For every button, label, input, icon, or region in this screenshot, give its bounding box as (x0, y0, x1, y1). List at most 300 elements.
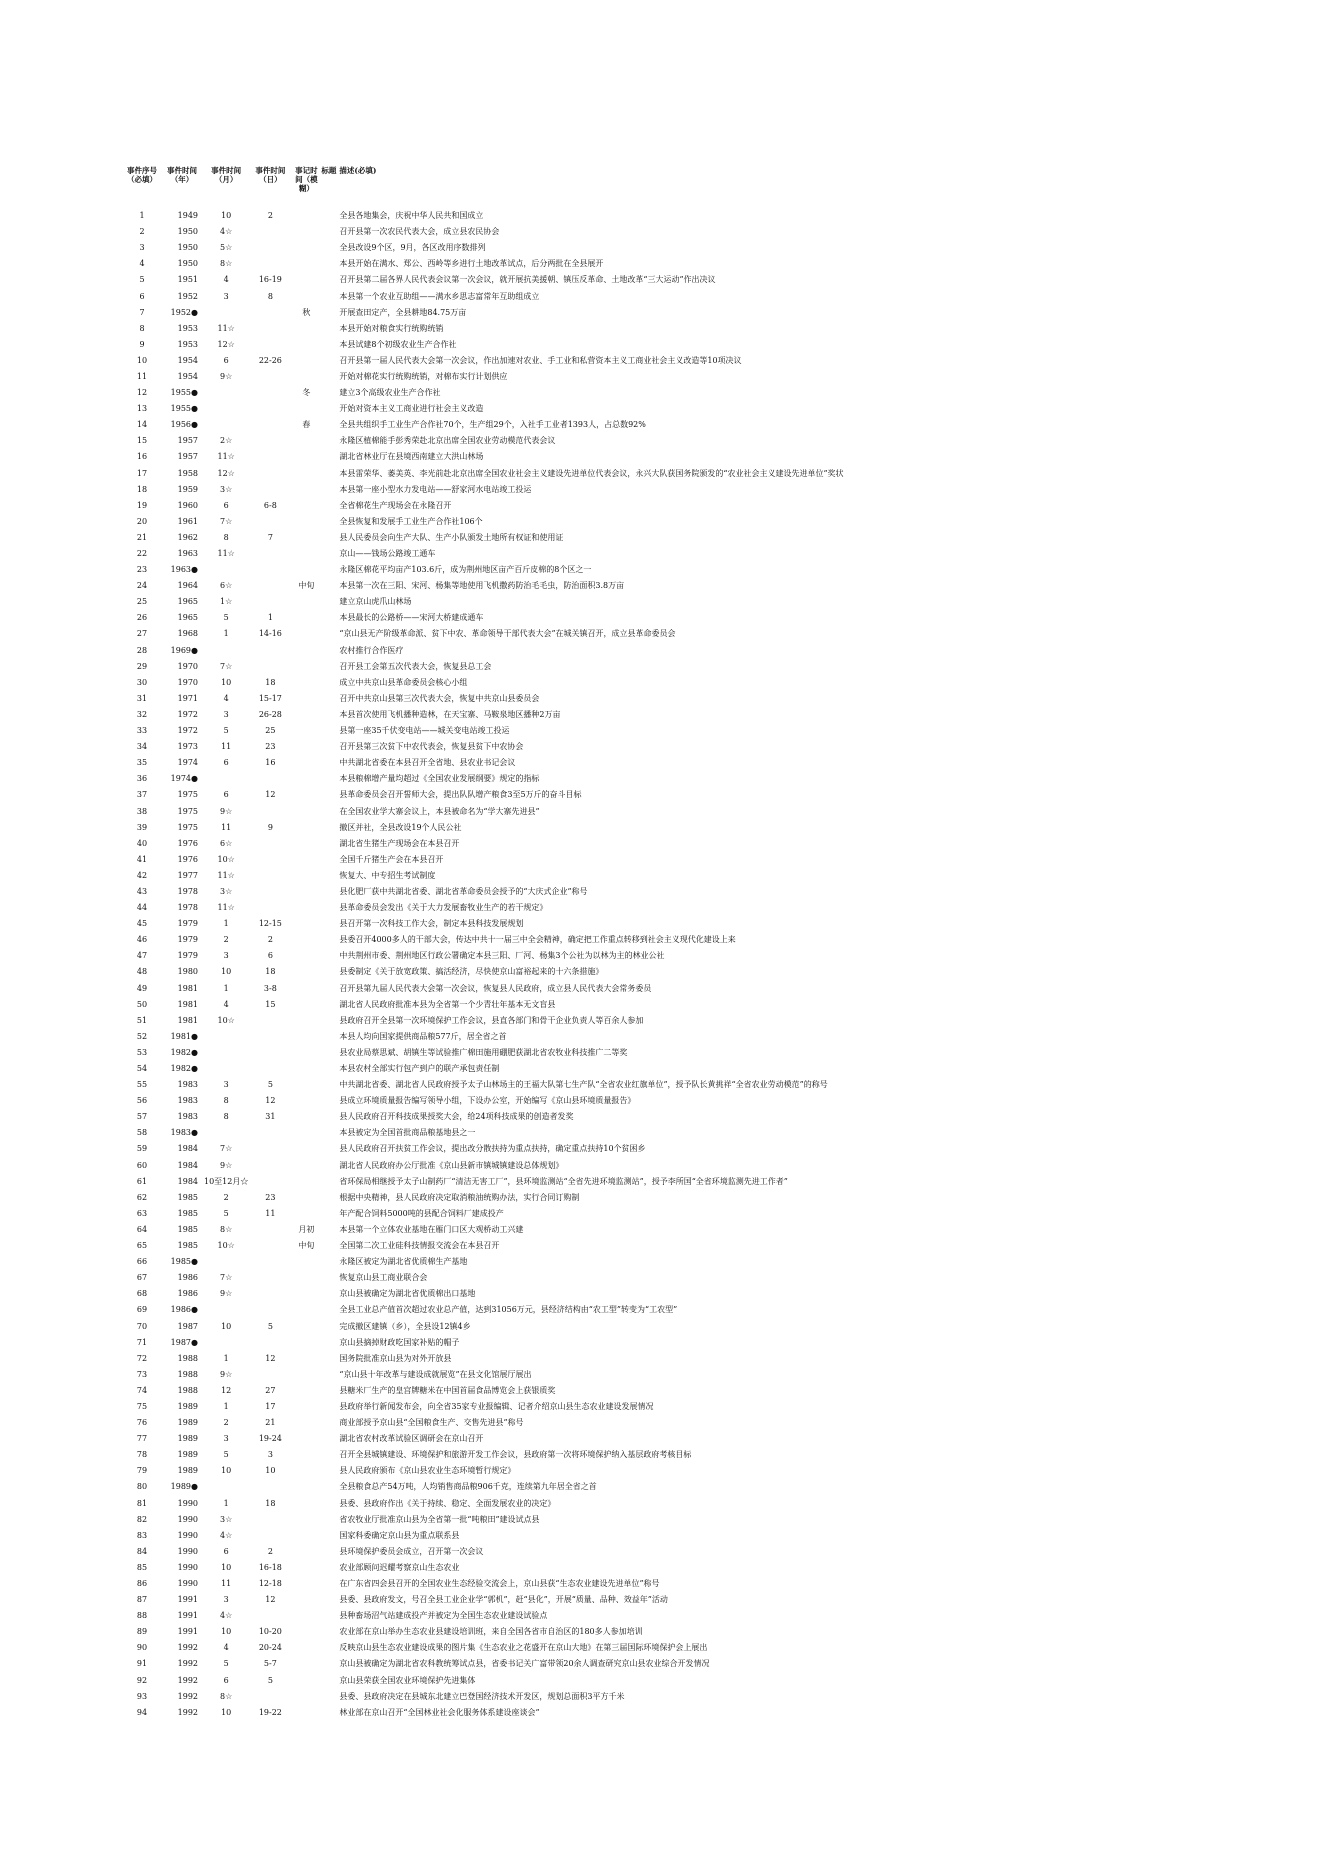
cell-year: 1989 (177, 1418, 198, 1428)
cell-day (248, 771, 292, 787)
cell-day (248, 1125, 292, 1141)
cell-month: 7☆ (220, 1273, 233, 1283)
cell-day: 17 (265, 1401, 276, 1411)
cell-seq: 59 (136, 1144, 148, 1154)
cell-seq: 12 (136, 388, 148, 398)
cell-desc: 开始对资本主义工商业进行社会主义改造 (339, 404, 484, 414)
cell-year: 1985 (177, 1224, 198, 1234)
cell-desc: 湖北省林业厅在县境西南建立大洪山林场 (339, 452, 484, 462)
cell-title (320, 787, 337, 803)
cell-seq: 51 (136, 1015, 148, 1025)
cell-title (320, 1238, 337, 1254)
cell-seq: 58 (136, 1128, 148, 1138)
cell-day: 15 (265, 999, 276, 1009)
cell-title (320, 1093, 337, 1109)
cell-day: 23 (265, 1192, 276, 1202)
cell-month: 3☆ (220, 484, 233, 494)
cell-year: 1957 (177, 452, 198, 462)
cell-desc: 全县各地集会，庆祝中华人民共和国成立 (339, 211, 484, 221)
cell-desc: 农业部顾问迟耀考察京山生态农业 (339, 1562, 460, 1572)
cell-desc: 县第一座35千伏变电站——城关变电站竣工投运 (339, 726, 510, 736)
cell-desc: 县政府召开全县第一次环境保护工作会议，县直各部门和骨干企业负责人等百余人参加 (339, 1015, 644, 1025)
cell-seq: 72 (136, 1353, 148, 1363)
cell-day: 12 (265, 1595, 276, 1605)
cell-title (320, 610, 337, 626)
cell-desc: 县人民政府召开扶贫工作会议，提出改分散扶持为重点扶持，确定重点扶持10个贫困乡 (339, 1144, 646, 1154)
cell-day (248, 1335, 292, 1351)
cell-month: 1☆ (220, 597, 233, 607)
table-row (124, 417, 1317, 433)
cell-day (248, 1013, 292, 1029)
cell-month (204, 305, 248, 321)
cell-year: 1989 (177, 1401, 198, 1411)
cell-day (248, 337, 292, 353)
table-row (124, 659, 1317, 675)
cell-desc: 永隆区棉花平均亩产103.6斤，成为荆州地区亩产百斤皮棉的8个区之一 (339, 565, 592, 575)
cell-title (320, 1190, 337, 1206)
cell-day: 5-7 (263, 1659, 277, 1669)
cell-title (320, 1705, 337, 1721)
cell-extra (292, 626, 320, 642)
cell-title (320, 1415, 337, 1431)
cell-title (320, 514, 337, 530)
table-row (124, 820, 1317, 836)
cell-desc: 本县开始在满水、郑公、西岭等乡进行土地改革试点，后分两批在全县展开 (339, 259, 604, 269)
cell-month: 1 (223, 983, 229, 993)
cell-day: 15-17 (258, 693, 282, 703)
cell-year: 1990 (177, 1562, 198, 1572)
cell-day: 22-26 (258, 355, 282, 365)
cell-day (248, 562, 292, 578)
cell-title (320, 981, 337, 997)
table-row (124, 1415, 1317, 1431)
cell-title (320, 240, 337, 256)
cell-extra: 中旬 (298, 1241, 315, 1251)
cell-desc: 县糖米厂生产的皇宫牌糖米在中国首届食品博览会上获银质奖 (339, 1385, 556, 1395)
cell-year: 1976 (177, 854, 198, 864)
cell-day (248, 1174, 292, 1190)
cell-month: 6 (223, 758, 229, 768)
cell-title (320, 288, 337, 304)
cell-desc: 永隆区被定为湖北省优质棉生产基地 (339, 1257, 468, 1267)
table-row (124, 884, 1317, 900)
cell-seq: 44 (136, 903, 148, 913)
cell-year: 1950 (177, 227, 198, 237)
cell-title (320, 675, 337, 691)
cell-extra (292, 1077, 320, 1093)
table-row (124, 1335, 1317, 1351)
table-row (124, 498, 1317, 514)
cell-extra (292, 1109, 320, 1125)
cell-seq: 87 (136, 1595, 148, 1605)
cell-year: 1992 (177, 1643, 198, 1653)
cell-title (320, 868, 337, 884)
cell-extra (292, 1415, 320, 1431)
table-row (124, 1528, 1317, 1544)
cell-year: 1986● (170, 1305, 198, 1315)
cell-month: 3 (223, 709, 229, 719)
cell-extra (292, 546, 320, 562)
cell-year: 1957 (177, 436, 198, 446)
table-row (124, 1689, 1317, 1705)
cell-desc: 召开县工会第五次代表大会，恢复县总工会 (339, 661, 492, 671)
cell-title (320, 932, 337, 948)
cell-desc: 中共荆州市委、荆州地区行政公署确定本县三阳、厂河、杨集3个公社为以林为主的林业公社 (339, 951, 665, 961)
table-row (124, 755, 1317, 771)
cell-day: 18 (265, 1498, 276, 1508)
cell-month: 6☆ (220, 581, 233, 591)
cell-year: 1955● (170, 388, 198, 398)
table-row (124, 1141, 1317, 1157)
table-row (124, 1077, 1317, 1093)
cell-seq: 94 (136, 1707, 148, 1717)
cell-year: 1954 (177, 371, 198, 381)
cell-seq: 56 (136, 1096, 148, 1106)
cell-desc: 召开县第二届各界人民代表会议第一次会议，就开展抗美援朝、镇压反革命、土地改革“三大运动”作出决议 (339, 275, 716, 285)
cell-day (248, 256, 292, 272)
cell-desc: 在广东省四会县召开的全国农业生态经验交流会上，京山县获“生态农业建设先进单位”称号 (339, 1579, 660, 1589)
cell-extra (292, 1479, 320, 1495)
table-row (124, 321, 1317, 337)
cell-title (320, 1479, 337, 1495)
cell-seq: 85 (136, 1562, 148, 1572)
cell-desc: 商业部授予京山县“全国粮食生产、交售先进县”称号 (339, 1418, 524, 1428)
cell-day (248, 578, 292, 594)
cell-seq: 86 (136, 1579, 148, 1589)
cell-seq: 23 (136, 565, 148, 575)
cell-month: 10至12月☆ (204, 1176, 249, 1186)
cell-month (204, 385, 248, 401)
cell-extra (292, 208, 320, 224)
cell-seq: 3 (139, 243, 145, 253)
cell-title (320, 1528, 337, 1544)
cell-year: 1969● (170, 645, 198, 655)
cell-seq: 66 (136, 1257, 148, 1267)
cell-extra: 月初 (298, 1224, 315, 1234)
cell-desc: “京山县无产阶级革命派、贫下中农、革命领导干部代表大会”在城关镇召开，成立县革命委员会 (339, 629, 676, 639)
cell-title (320, 369, 337, 385)
cell-title (320, 1013, 337, 1029)
cell-desc: 本县第一次在三阳、宋河、杨集等地使用飞机撒药防治毛毛虫，防治面积3.8万亩 (339, 581, 625, 591)
cell-desc: 县人民政府召开科技成果授奖大会，给24项科技成果的创造者发奖 (339, 1112, 574, 1122)
table-row (124, 369, 1317, 385)
cell-seq: 38 (136, 806, 148, 816)
cell-seq: 8 (139, 323, 145, 333)
header-desc: 描述(必填) (339, 166, 377, 175)
cell-month: 3 (223, 1595, 229, 1605)
cell-title (320, 707, 337, 723)
table-row (124, 1367, 1317, 1383)
cell-seq: 24 (136, 581, 148, 591)
cell-year: 1973 (177, 742, 198, 752)
cell-month: 12 (221, 1385, 232, 1395)
cell-month: 7☆ (220, 1144, 233, 1154)
cell-seq: 49 (136, 983, 148, 993)
cell-desc: 本县首次使用飞机播种造林，在天宝寨、马鞍泉地区播种2万亩 (339, 709, 561, 719)
cell-month: 12☆ (217, 468, 235, 478)
cell-seq: 17 (136, 468, 148, 478)
cell-seq: 40 (136, 838, 148, 848)
cell-desc: 县委、县政府作出《关于持续、稳定、全面发展农业的决定》 (339, 1498, 556, 1508)
cell-desc: 全国千斤猪生产会在本县召开 (339, 854, 444, 864)
cell-desc: 县环境保护委员会成立，召开第一次会议 (339, 1546, 484, 1556)
table-row (124, 691, 1317, 707)
cell-desc: 京山县被确定为湖北省优质棉出口基地 (339, 1289, 476, 1299)
cell-title (320, 836, 337, 852)
cell-extra (292, 272, 320, 288)
cell-extra (292, 1206, 320, 1222)
cell-day: 8 (267, 291, 273, 301)
table-row (124, 1174, 1317, 1190)
cell-month: 1 (223, 1401, 229, 1411)
cell-desc: 全县改设9个区，9月，各区改用序数排列 (339, 243, 486, 253)
table-row (124, 208, 1317, 224)
cell-title (320, 1544, 337, 1560)
cell-year: 1970 (177, 661, 198, 671)
cell-seq: 16 (136, 452, 148, 462)
cell-extra (292, 433, 320, 449)
cell-title (320, 594, 337, 610)
table-row (124, 626, 1317, 642)
cell-month: 9☆ (220, 1160, 233, 1170)
table-row (124, 1576, 1317, 1592)
cell-desc: 京山——钱场公路竣工通车 (339, 549, 436, 559)
cell-year: 1992 (177, 1707, 198, 1717)
cell-desc: 县种畜场沼气站建成投产并被定为全国生态农业建设试验点 (339, 1611, 548, 1621)
cell-seq: 84 (136, 1546, 148, 1556)
cell-extra (292, 836, 320, 852)
cell-month: 4 (223, 999, 229, 1009)
cell-seq: 92 (136, 1675, 148, 1685)
cell-seq: 93 (136, 1691, 148, 1701)
cell-extra (292, 514, 320, 530)
cell-year: 1992 (177, 1659, 198, 1669)
cell-title (320, 803, 337, 819)
cell-title (320, 948, 337, 964)
cell-day (248, 466, 292, 482)
cell-year: 1970 (177, 677, 198, 687)
cell-month: 11☆ (217, 870, 235, 880)
cell-day: 16 (265, 758, 276, 768)
cell-seq: 11 (136, 371, 148, 381)
cell-extra (292, 1640, 320, 1656)
cell-month: 8☆ (220, 1691, 233, 1701)
cell-extra (292, 755, 320, 771)
cell-extra (292, 1592, 320, 1608)
cell-title (320, 964, 337, 980)
cell-year: 1981 (177, 983, 198, 993)
cell-day (248, 433, 292, 449)
cell-title (320, 1254, 337, 1270)
table-row (124, 1238, 1317, 1254)
cell-day (248, 1608, 292, 1624)
cell-title (320, 1222, 337, 1238)
cell-year: 1985 (177, 1208, 198, 1218)
cell-desc: 湖北省人民政府批准本县为全省第一个少青壮年基本无文盲县 (339, 999, 556, 1009)
cell-day (248, 852, 292, 868)
cell-title (320, 1206, 337, 1222)
cell-extra (292, 401, 320, 417)
table-row (124, 836, 1317, 852)
cell-year: 1965 (177, 597, 198, 607)
cell-month: 3☆ (220, 1514, 233, 1524)
table-row (124, 1608, 1317, 1624)
cell-seq: 39 (136, 822, 148, 832)
cell-day (248, 321, 292, 337)
cell-month: 10 (221, 1627, 232, 1637)
cell-desc: 撤区并社，全县改设19个人民公社 (339, 822, 462, 832)
cell-day (248, 1286, 292, 1302)
cell-desc: 完成撤区建镇（乡），全县设12镇4乡 (339, 1321, 471, 1331)
cell-title (320, 1125, 337, 1141)
cell-desc: 农业部在京山举办生态农业县建设培训班，来自全国各省市自治区的180多人参加培训 (339, 1627, 643, 1637)
cell-month: 8 (223, 1096, 229, 1106)
cell-seq: 27 (136, 629, 148, 639)
cell-month: 3 (223, 291, 229, 301)
header-extra: 事记时间（模糊） (295, 166, 318, 193)
cell-title (320, 900, 337, 916)
cell-extra (292, 1029, 320, 1045)
cell-seq: 48 (136, 967, 148, 977)
table-row (124, 256, 1317, 272)
cell-month: 4 (223, 693, 229, 703)
cell-day (248, 900, 292, 916)
cell-seq: 71 (136, 1337, 148, 1347)
cell-day (248, 1141, 292, 1157)
cell-desc: 县革命委员会发出《关于大力发展畜牧业生产的若干规定》 (339, 903, 548, 913)
cell-year: 1949 (177, 211, 198, 221)
cell-desc: 县人民委员会向生产大队、生产小队颁发土地所有权证和使用证 (339, 532, 564, 542)
cell-title (320, 385, 337, 401)
cell-day (248, 417, 292, 433)
cell-month: 5 (223, 1208, 229, 1218)
cell-seq: 79 (136, 1466, 148, 1476)
cell-title (320, 771, 337, 787)
table-row (124, 997, 1317, 1013)
cell-seq: 41 (136, 854, 148, 864)
cell-desc: 召开中共京山县第三次代表大会，恢复中共京山县委员会 (339, 693, 540, 703)
cell-desc: 召开县第一次农民代表大会，成立县农民协会 (339, 227, 500, 237)
cell-day (248, 1528, 292, 1544)
cell-seq: 83 (136, 1530, 148, 1540)
cell-desc: 召开全县城镇建设、环境保护和旅游开发工作会议，县政府第一次将环境保护纳入基层政府考核目标 (339, 1450, 692, 1460)
cell-desc: 全省棉花生产现场会在永隆召开 (339, 500, 452, 510)
cell-month (204, 401, 248, 417)
cell-desc: 县农业局蔡思斌、胡镇生等试验推广棉田施用硼肥获湖北省农牧业科技推广二等奖 (339, 1047, 628, 1057)
cell-title (320, 852, 337, 868)
cell-extra (292, 707, 320, 723)
cell-extra (292, 1496, 320, 1512)
cell-day: 5 (267, 1321, 273, 1331)
table-row (124, 803, 1317, 819)
cell-seq: 52 (136, 1031, 148, 1041)
cell-seq: 46 (136, 935, 148, 945)
table-row (124, 353, 1317, 369)
cell-day: 3-8 (263, 983, 277, 993)
cell-seq: 61 (136, 1176, 148, 1186)
cell-title (320, 1141, 337, 1157)
cell-month: 6 (223, 1546, 229, 1556)
cell-title (320, 1286, 337, 1302)
cell-desc: 县委、县政府决定在县城东北建立巴登国经济技术开发区，规划总面积3平方千米 (339, 1691, 625, 1701)
cell-extra (292, 1318, 320, 1334)
cell-seq: 60 (136, 1160, 148, 1170)
cell-year: 1986 (177, 1273, 198, 1283)
cell-seq: 9 (139, 339, 145, 349)
cell-extra (292, 1463, 320, 1479)
cell-desc: 成立中共京山县革命委员会核心小组 (339, 677, 468, 687)
cell-month (204, 1061, 248, 1077)
cell-seq: 31 (136, 693, 148, 703)
cell-extra (292, 288, 320, 304)
cell-day: 10 (265, 1466, 276, 1476)
cell-day (248, 514, 292, 530)
cell-desc: 反映京山县生态农业建设成果的图片集《生态农业之花盛开在京山大地》在第三届国际环境保护会上展出 (339, 1643, 708, 1653)
cell-desc: 建立京山虎爪山林场 (339, 597, 412, 607)
cell-month: 1 (223, 1353, 229, 1363)
cell-extra (292, 1190, 320, 1206)
cell-day: 18 (265, 967, 276, 977)
cell-desc: 全县共组织手工业生产合作社70个，生产组29个，入社手工业者1393人，占总数92% (339, 420, 646, 430)
cell-desc: 中共湖北省委在本县召开全省地、县农业书记会议 (339, 758, 516, 768)
table-row (124, 1544, 1317, 1560)
cell-desc: 召开县第三次贫下中农代表会，恢复县贫下中农协会 (339, 742, 524, 752)
cell-day: 21 (265, 1418, 276, 1428)
cell-desc: 恢复大、中专招生考试制度 (339, 870, 436, 880)
cell-year: 1989● (170, 1482, 198, 1492)
cell-title (320, 1029, 337, 1045)
cell-desc: 湖北省农村改革试验区调研会在京山召开 (339, 1434, 484, 1444)
table-row (124, 1351, 1317, 1367)
cell-month: 8 (223, 1112, 229, 1122)
table-row (124, 240, 1317, 256)
cell-day: 23 (265, 742, 276, 752)
cell-seq: 75 (136, 1401, 148, 1411)
table-row (124, 981, 1317, 997)
cell-day: 19-22 (258, 1707, 282, 1717)
cell-month: 3 (223, 1080, 229, 1090)
table-row (124, 1640, 1317, 1656)
cell-year: 1960 (177, 500, 198, 510)
header-seq: 事件序号（必填） (127, 166, 157, 184)
cell-title (320, 401, 337, 417)
cell-seq: 88 (136, 1611, 148, 1621)
cell-seq: 20 (136, 516, 148, 526)
cell-month: 8 (223, 532, 229, 542)
cell-year: 1992 (177, 1691, 198, 1701)
cell-year: 1950 (177, 259, 198, 269)
cell-year: 1965 (177, 613, 198, 623)
cell-desc: 京山县摘掉财政吃国家补贴的帽子 (339, 1337, 460, 1347)
cell-title (320, 1689, 337, 1705)
cell-desc: 建立3个高级农业生产合作社 (339, 388, 441, 398)
cell-desc: 县政府举行新闻发布会，向全省35家专业报编辑、记者介绍京山县生态农业建设发展情况 (339, 1401, 654, 1411)
cell-month: 10 (221, 1321, 232, 1331)
cell-day (248, 1045, 292, 1061)
spacer-row (124, 200, 1317, 208)
cell-extra (292, 1512, 320, 1528)
cell-month: 6 (223, 1675, 229, 1685)
cell-month: 9☆ (220, 1289, 233, 1299)
cell-day: 3 (267, 1450, 273, 1460)
cell-year: 1959 (177, 484, 198, 494)
cell-title (320, 1318, 337, 1334)
cell-title (320, 1270, 337, 1286)
cell-day: 12 (265, 790, 276, 800)
cell-seq: 70 (136, 1321, 148, 1331)
cell-year: 1984 (177, 1176, 198, 1186)
cell-seq: 42 (136, 870, 148, 880)
